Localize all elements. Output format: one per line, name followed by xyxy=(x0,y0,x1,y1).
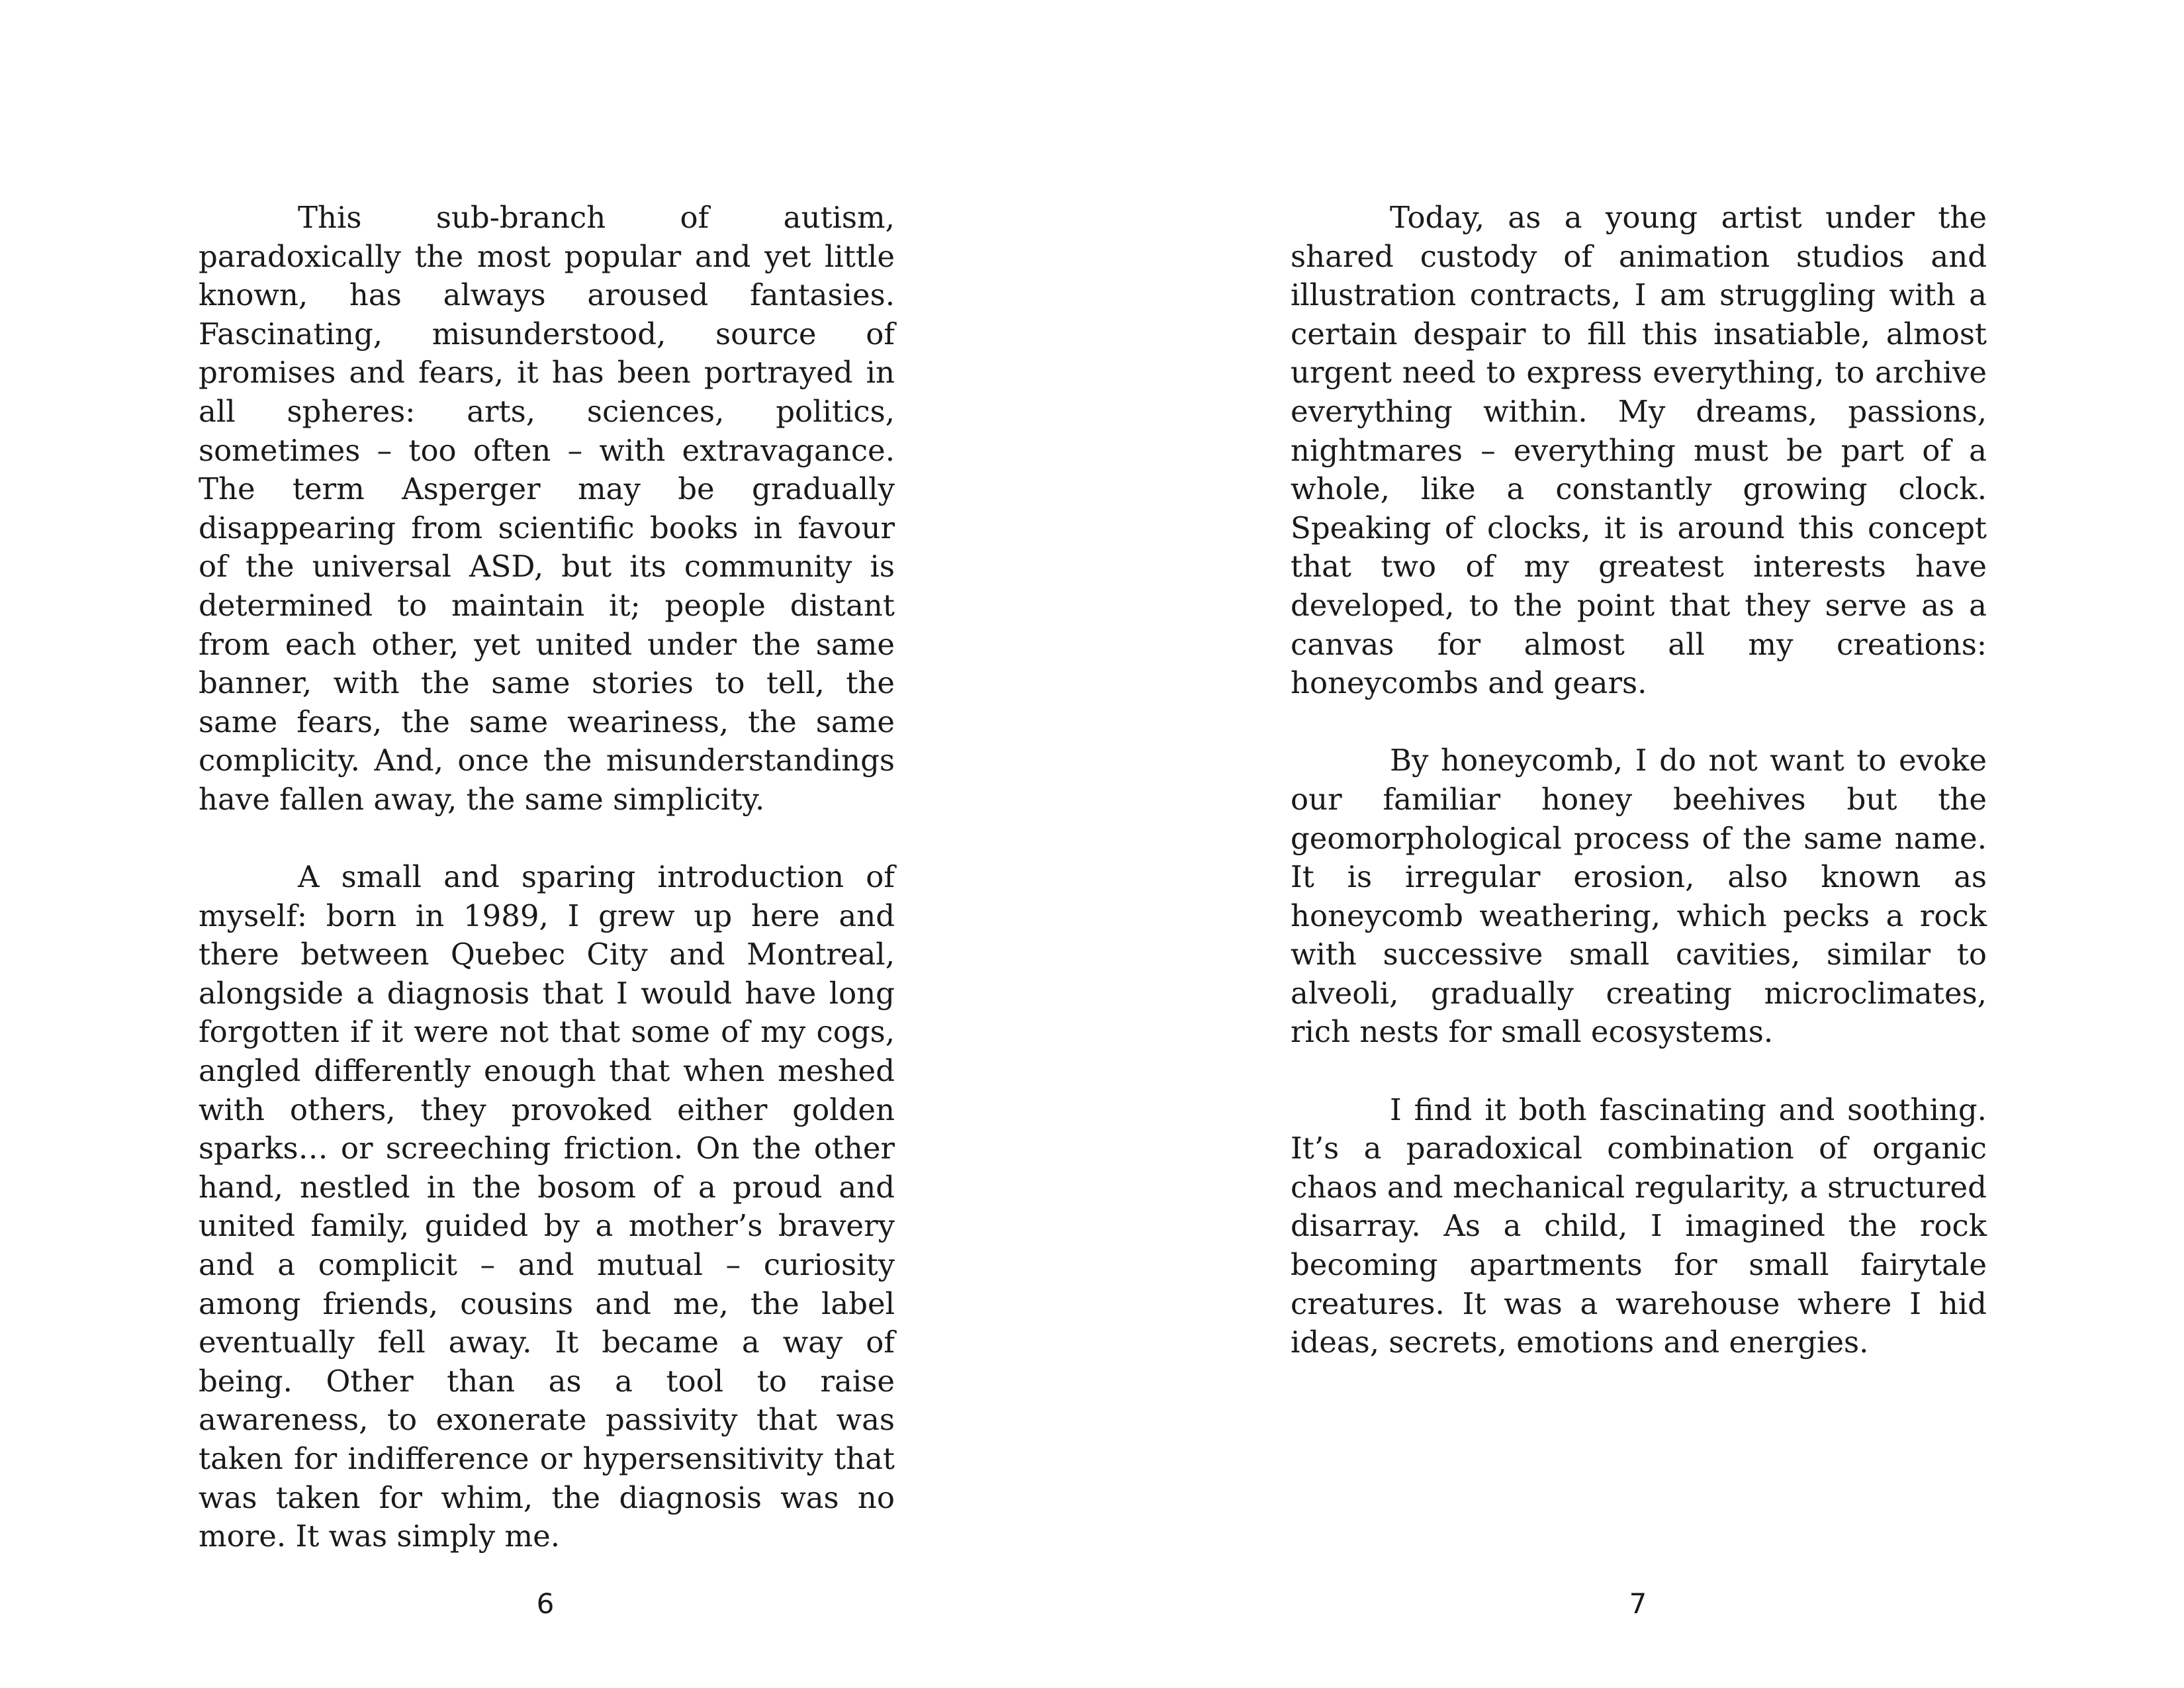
paragraph: A small and sparing introduction of myself: born in 1989, I grew up here and there between Quebec City and Montreal, alongside a diagnosis that I would have long forgotten if it were not that some of my cogs, angled differently enough that when meshed with others, they provoked either golden sparks… or screeching friction. On the other hand, nestled in the bosom of a proud and united family, guided by a mother’s bravery and a complicit – and mutual – curiosity among friends, cousins and me, the label eventually fell away. It became a way of being. Other than as a tool to raise awareness, to exonerate passivity that was taken for indifference or hypersensitivity that was taken for whim, the diagnosis was no more. It was simply me. xyxy=(199,859,895,1554)
paragraph: By honeycomb, I do not want to evoke our familiar honey beehives but the geomorphological process of the same name. It is irregular erosion, also known as honeycomb weathering, which pecks a rock with successive small cavities, similar to alveoli, gradually creating microclimates, rich nests for small ecosystems. xyxy=(1291,743,1987,1050)
right-page-body xyxy=(1291,199,1987,1362)
left-page-body xyxy=(199,199,895,1556)
page-number-label: 7 xyxy=(1629,1587,1647,1620)
right-page xyxy=(1092,0,2184,1688)
paragraph: This sub-branch of autism, paradoxically the most popular and yet little known, has always aroused fantasies. Fascinating, misunderstood, source of promises and fears, it has been portrayed in all spheres: arts, sciences, politics, sometimes – too often – with extravagance. The term Asperger may be gradually disappearing from scientific books in favour of the universal ASD, but its community is determined to maintain it; people distant from each other, yet united under the same banner, with the same stories to tell, the same fears, the same weariness, the same complicity. And, once the misunderstandings have fallen away, the same simplicity. xyxy=(199,200,895,817)
paragraph: Today, as a young artist under the shared custody of animation studios and illustration contracts, I am struggling with a certain despair to fill this insatiable, almost urgent need to express everything, to archive everything within. My dreams, passions, nightmares – everything must be part of a whole, like a constantly growing clock. Speaking of clocks, it is around this concept that two of my greatest interests have developed, to the point that they serve as a canvas for almost all my creations: honeycombs and gears. xyxy=(1291,200,1987,701)
page-number xyxy=(1092,1587,2184,1620)
page-number-label: 6 xyxy=(536,1587,555,1620)
page-number xyxy=(0,1587,1091,1620)
paragraph: I find it both fascinating and soothing. It’s a paradoxical combination of organic chaos and mechanical regularity, a structured disarray. As a child, I imagined the rock becoming apartments for small fairytale creatures. It was a warehouse where I hid ideas, secrets, emotions and energies. xyxy=(1291,1092,1987,1360)
